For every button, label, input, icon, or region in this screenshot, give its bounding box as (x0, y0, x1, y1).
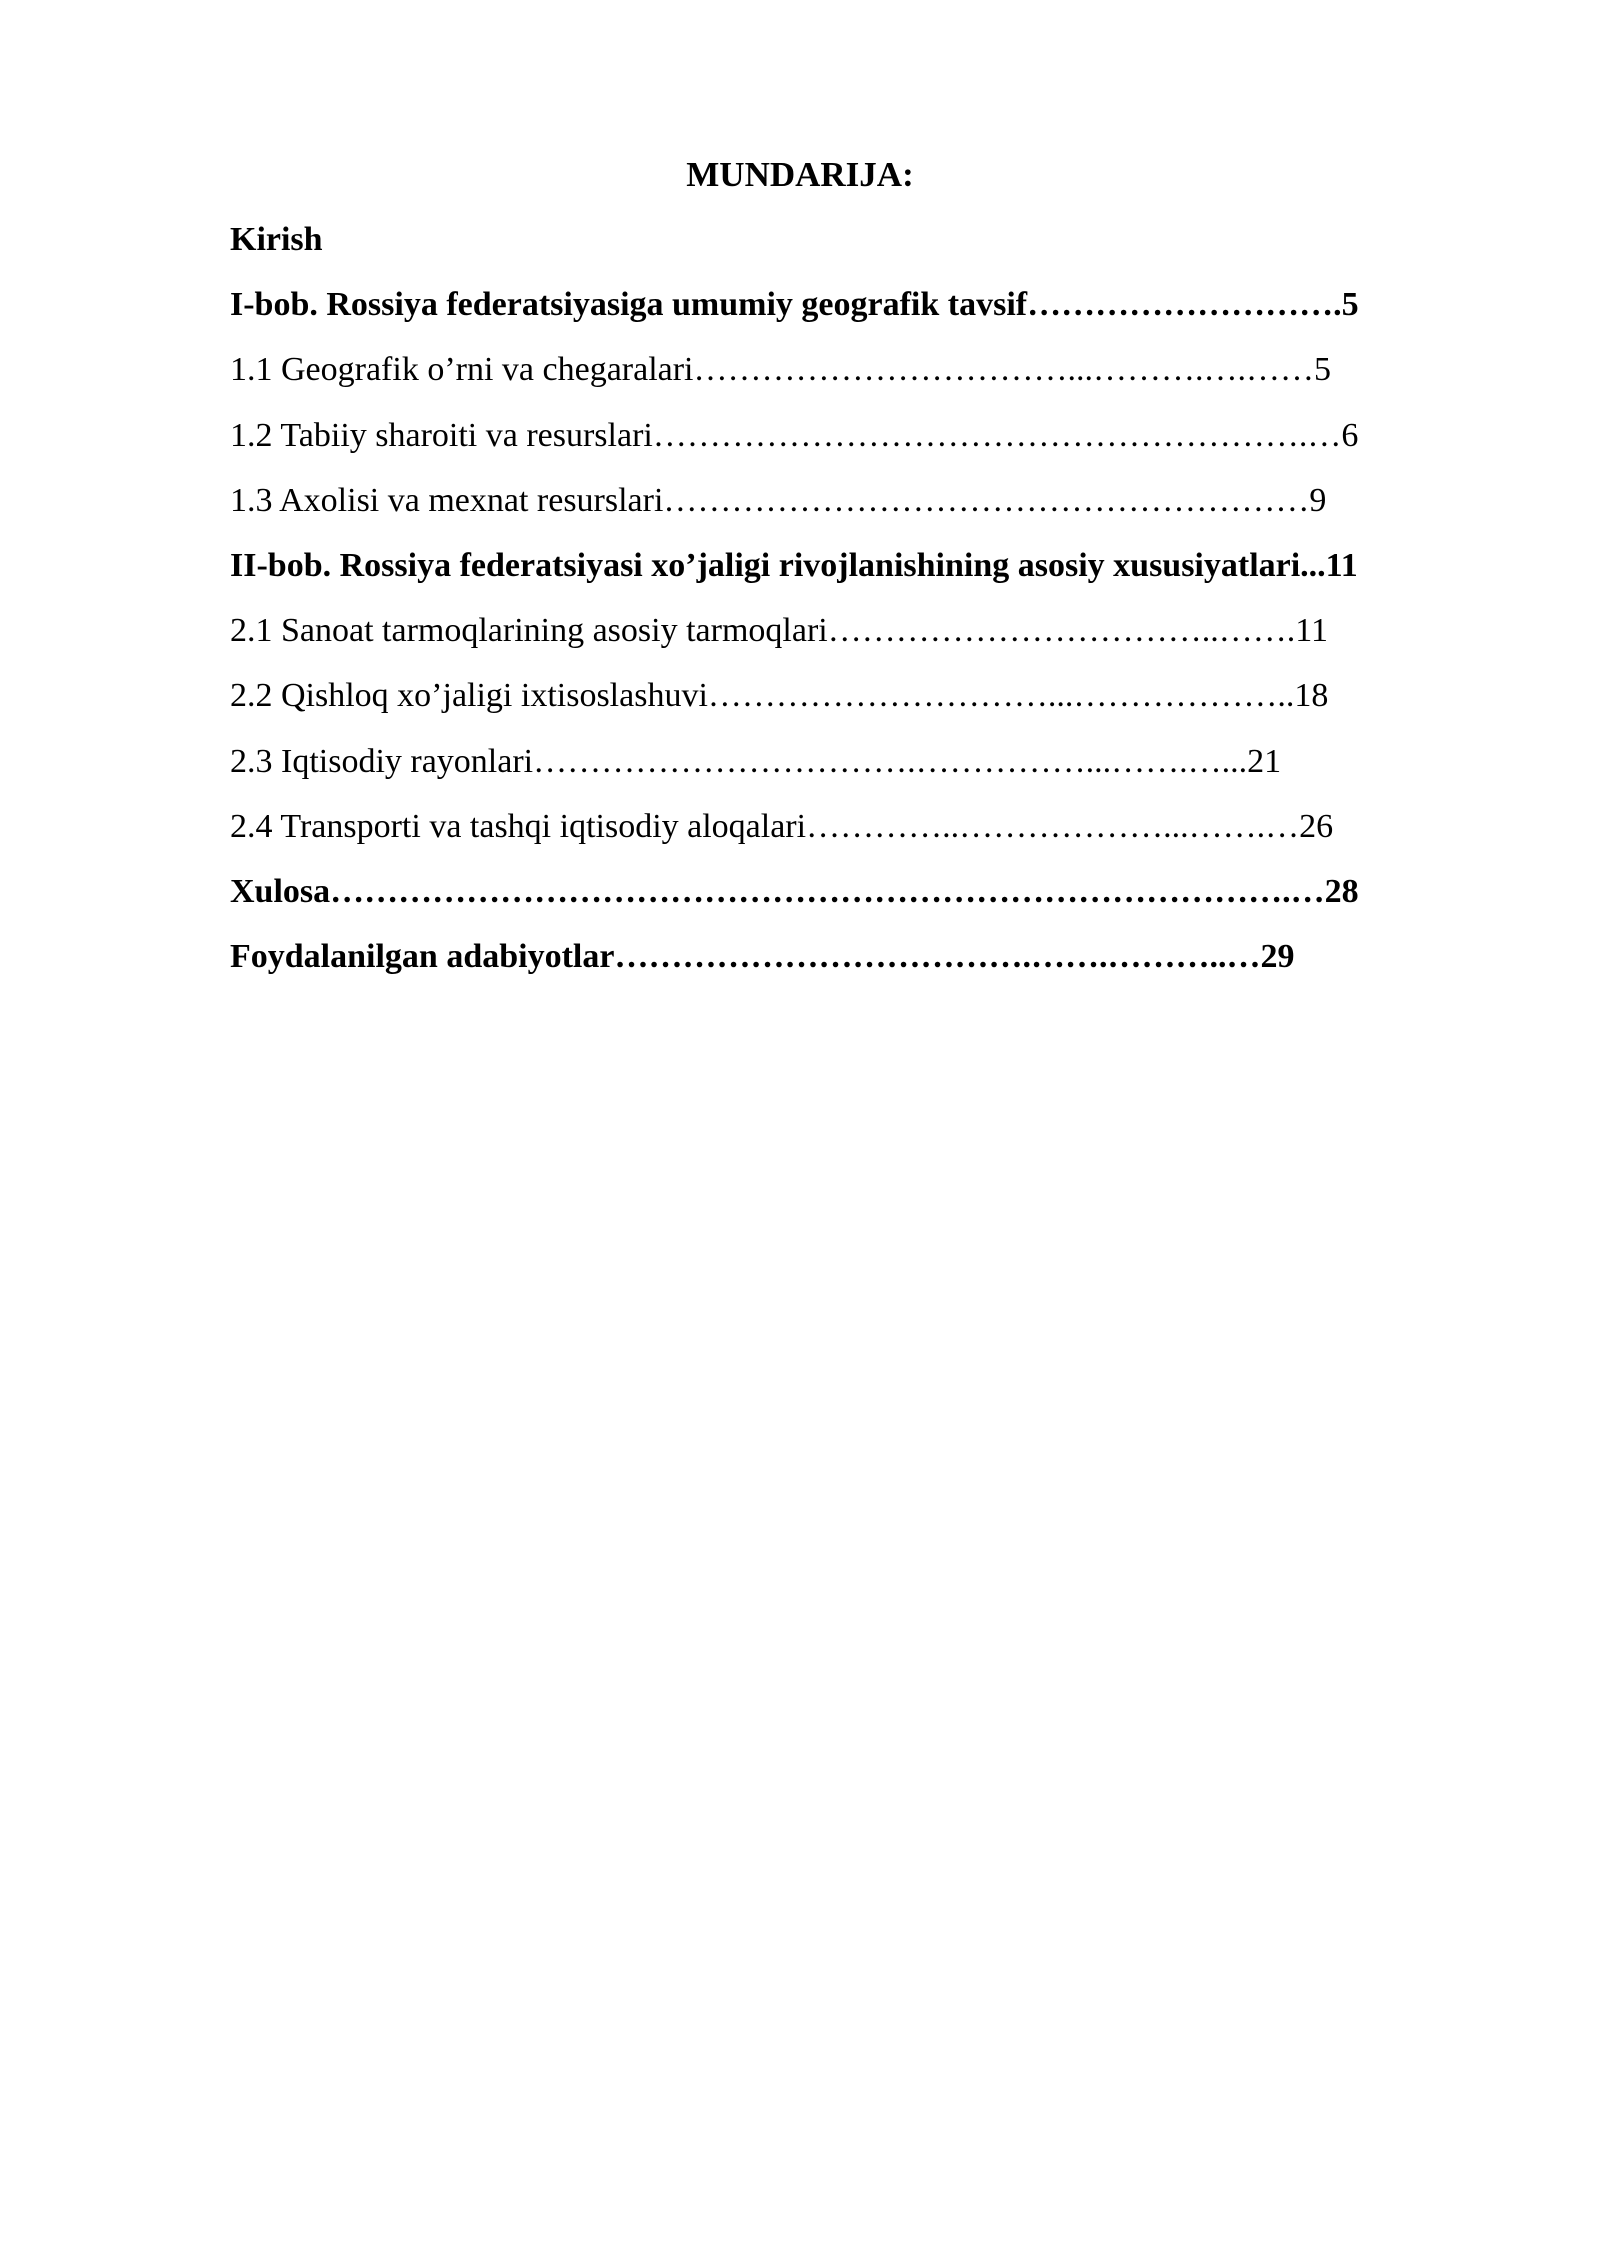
toc-entry-xulosa: Xulosa………………………………………………………………………….…28 (230, 872, 1359, 910)
toc-entry-section-1-1: 1.1 Geografik o’rni va chegaralari……………………………...……….….……5 (230, 351, 1331, 389)
toc-entry-section-2-4: 2.4 Transporti va tashqi iqtisodiy aloqalari…………..………………...…….…26 (230, 807, 1334, 845)
toc-entry-section-2-3: 2.3 Iqtisodiy rayonlari…………………………….……………...…….…...21 (230, 742, 1282, 780)
toc-entry-kirish: Kirish (230, 221, 323, 258)
toc-title: MUNDARIJA: (686, 155, 914, 194)
toc-entry-chapter-1: I-bob. Rossiya federatsiyasiga umumiy geografik tavsif……………………….5 (230, 286, 1359, 324)
toc-entry-section-1-2: 1.2 Tabiiy sharoiti va resurslari………………………………………………….…6 (230, 416, 1359, 454)
toc-entry-chapter-2: II-bob. Rossiya federatsiyasi xo’jaligi rivojlanishining asosiy xususiyatlari...11 (230, 546, 1358, 584)
toc-entry-section-2-2: 2.2 Qishloq xo’jaligi ixtisoslashuvi…………………………...………………..18 (230, 677, 1329, 715)
toc-entry-adabiyotlar: Foydalanilgan adabiyotlar……………………………….…….………..…29 (230, 938, 1295, 976)
toc-entry-section-1-3: 1.3 Axolisi va mexnat resurslari…………………………………………………9 (230, 481, 1327, 519)
table-of-contents (230, 215, 1490, 997)
toc-entry-section-2-1: 2.1 Sanoat tarmoqlarining asosiy tarmoqlari……………………………..…….11 (230, 612, 1328, 650)
